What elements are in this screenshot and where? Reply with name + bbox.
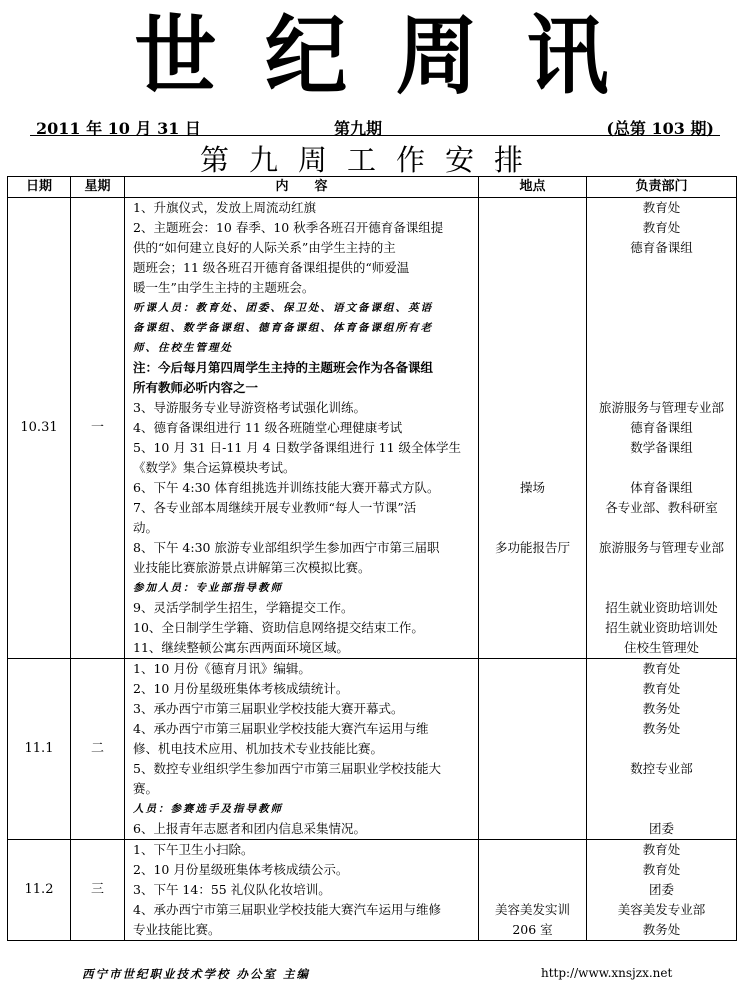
content-line: 3、下午 14：55 礼仪队化妆培训。 bbox=[133, 882, 331, 897]
location-line bbox=[479, 659, 586, 679]
masthead-char: 世 bbox=[134, 5, 217, 107]
content-line: 9、灵活学制学生招生，学籍提交工作。 bbox=[133, 600, 354, 615]
content-line: 1、下午卫生小扫除。 bbox=[133, 842, 254, 857]
location-line bbox=[479, 358, 586, 378]
location-line bbox=[479, 498, 586, 518]
location-line bbox=[479, 338, 586, 358]
masthead-char: 周 bbox=[395, 5, 478, 107]
content-line: 1、10 月份《德育月讯》编辑。 bbox=[133, 661, 311, 676]
location-line bbox=[479, 198, 586, 218]
dept-line: 各专业部、教科研室 bbox=[605, 500, 718, 515]
masthead-title bbox=[0, 6, 743, 106]
dept-line: 数学备课组 bbox=[630, 440, 693, 455]
content-line: 所有教师必听内容之一 bbox=[133, 380, 259, 395]
row-weekday: 一 bbox=[71, 198, 125, 659]
header-date: 日期 bbox=[8, 177, 71, 198]
location-line bbox=[479, 378, 586, 398]
location-line bbox=[479, 438, 586, 458]
location-line bbox=[479, 759, 586, 779]
location-line: 206 室 bbox=[512, 922, 553, 937]
dept-line: 教务处 bbox=[642, 701, 681, 716]
location-line bbox=[479, 578, 586, 598]
dept-line bbox=[587, 779, 736, 799]
table-row bbox=[8, 659, 737, 840]
content-line: 注：今后每月第四周学生主持的主题班会作为各备课组 bbox=[133, 360, 434, 375]
content-line: 7、各专业部本周继续开展专业教师“每人一节课”活 bbox=[133, 500, 417, 515]
row-content bbox=[125, 659, 479, 840]
dept-line: 教育处 bbox=[642, 200, 681, 215]
dept-line: 德育备课组 bbox=[630, 420, 693, 435]
content-line: 师、住校生管理处 bbox=[133, 342, 233, 354]
location-line bbox=[479, 278, 586, 298]
dept-line: 教育处 bbox=[642, 220, 681, 235]
dept-line bbox=[587, 298, 736, 318]
content-line: 6、上报青年志愿者和团内信息采集情况。 bbox=[133, 821, 366, 836]
location-line bbox=[479, 258, 586, 278]
dept-line: 教育处 bbox=[642, 842, 681, 857]
dept-line: 教育处 bbox=[642, 681, 681, 696]
location-line bbox=[479, 458, 586, 478]
location-line bbox=[479, 218, 586, 238]
location-line bbox=[479, 799, 586, 819]
content-line: 8、下午 4:30 旅游专业部组织学生参加西宁市第三届职 bbox=[133, 540, 440, 555]
content-line: 4、承办西宁市第三届职业学校技能大赛汽车运用与维修 bbox=[133, 902, 441, 917]
content-line: 参加人员：专业部指导教师 bbox=[133, 582, 283, 594]
location-line bbox=[479, 819, 586, 839]
header-location: 地点 bbox=[479, 177, 587, 198]
row-content bbox=[125, 198, 479, 659]
content-line: 5、数控专业组织学生参加西宁市第三届职业学校技能大 bbox=[133, 761, 441, 776]
row-dept bbox=[587, 659, 737, 840]
location-line bbox=[479, 880, 586, 900]
location-line bbox=[479, 638, 586, 658]
row-location bbox=[479, 659, 587, 840]
location-line: 美容美发实训 bbox=[494, 902, 570, 917]
content-line: 2、10 月份星级班集体考核成绩公示。 bbox=[133, 862, 349, 877]
content-line: 4、德育备课组进行 11 级各班随堂心理健康考试 bbox=[133, 420, 403, 435]
content-line: 暖一生”由学生主持的主题班会。 bbox=[133, 280, 315, 295]
dept-line bbox=[587, 358, 736, 378]
location-line bbox=[479, 558, 586, 578]
location-line: 操场 bbox=[519, 480, 545, 495]
dept-line: 教务处 bbox=[642, 721, 681, 736]
content-line: 备课组、数学备课组、德育备课组、体育备课组所有老 bbox=[133, 322, 433, 334]
row-content bbox=[125, 840, 479, 941]
table-header-row bbox=[8, 177, 737, 198]
location-line bbox=[479, 840, 586, 860]
location-line bbox=[479, 398, 586, 418]
location-line bbox=[479, 699, 586, 719]
content-line: 6、下午 4:30 体育组挑选并训练技能大赛开幕式方队。 bbox=[133, 480, 440, 495]
header-content: 内 容 bbox=[125, 177, 479, 198]
dept-line: 体育备课组 bbox=[630, 480, 693, 495]
content-line: 人员：参赛选手及指导教师 bbox=[133, 803, 283, 815]
footer-url: http://www.xnsjzx.net bbox=[541, 966, 673, 980]
location-line bbox=[479, 739, 586, 759]
page-heading: 第九周工作安排 bbox=[199, 143, 543, 177]
dept-line: 旅游服务与管理专业部 bbox=[598, 400, 724, 415]
table-row bbox=[8, 840, 737, 941]
location-line bbox=[479, 598, 586, 618]
row-dept bbox=[587, 198, 737, 659]
content-line: 业技能比赛旅游景点讲解第三次模拟比赛。 bbox=[133, 560, 371, 575]
dept-line bbox=[587, 739, 736, 759]
dept-line: 旅游服务与管理专业部 bbox=[598, 540, 724, 555]
schedule-table bbox=[7, 176, 737, 941]
table-row bbox=[8, 198, 737, 659]
content-line: 赛。 bbox=[133, 781, 159, 796]
dept-line bbox=[587, 278, 736, 298]
header-weekday: 星期 bbox=[71, 177, 125, 198]
content-line: 2、10 月份星级班集体考核成绩统计。 bbox=[133, 681, 349, 696]
row-weekday: 三 bbox=[71, 840, 125, 941]
row-location bbox=[479, 198, 587, 659]
dept-line: 团委 bbox=[648, 882, 674, 897]
content-line: 4、承办西宁市第三届职业学校技能大赛汽车运用与维 bbox=[133, 721, 429, 736]
dept-line bbox=[587, 458, 736, 478]
dept-line bbox=[587, 338, 736, 358]
content-line: 2、主题班会：10 春季、10 秋季各班召开德育备课组提 bbox=[133, 220, 444, 235]
content-line: 3、承办西宁市第三届职业学校技能大赛开幕式。 bbox=[133, 701, 404, 716]
dept-line: 数控专业部 bbox=[630, 761, 693, 776]
location-line bbox=[479, 318, 586, 338]
location-line bbox=[479, 779, 586, 799]
dept-line: 教务处 bbox=[642, 922, 681, 937]
dept-line bbox=[587, 578, 736, 598]
header-rule bbox=[30, 135, 720, 136]
dept-line: 住校生管理处 bbox=[623, 640, 699, 655]
masthead-char: 纪 bbox=[265, 5, 348, 107]
dept-line bbox=[587, 318, 736, 338]
content-line: 听课人员：教育处、团委、保卫处、语文备课组、英语 bbox=[133, 302, 433, 314]
dept-line: 团委 bbox=[648, 821, 674, 836]
location-line: 多功能报告厅 bbox=[494, 540, 570, 555]
location-line bbox=[479, 618, 586, 638]
dept-line bbox=[587, 558, 736, 578]
content-line: 10、全日制学生学籍、资助信息网络提交结束工作。 bbox=[133, 620, 424, 635]
issue-number: 第九期 bbox=[334, 119, 383, 138]
row-date: 11.2 bbox=[8, 840, 71, 941]
content-line: 3、导游服务专业导游资格考试强化训练。 bbox=[133, 400, 366, 415]
content-line: 专业技能比赛。 bbox=[133, 922, 221, 937]
issue-total: (总第 103 期) bbox=[606, 119, 714, 138]
footer-publisher: 西宁市世纪职业技术学校 办公室 主编 bbox=[82, 967, 311, 981]
content-line: 《数学》集合运算模块考试。 bbox=[133, 460, 296, 475]
dept-line bbox=[587, 378, 736, 398]
dept-line bbox=[587, 258, 736, 278]
content-line: 动。 bbox=[133, 520, 159, 535]
content-line: 1、升旗仪式，发放上周流动红旗 bbox=[133, 200, 316, 215]
masthead-char: 讯 bbox=[526, 5, 609, 107]
location-line bbox=[479, 418, 586, 438]
content-line: 11、继续整顿公寓东西两面环境区域。 bbox=[133, 640, 349, 655]
content-line: 修、机电技术应用、机加技术专业技能比赛。 bbox=[133, 741, 384, 756]
dept-line: 招生就业资助培训处 bbox=[605, 600, 718, 615]
location-line bbox=[479, 298, 586, 318]
issue-date: 2011 年 10 月 31 日 bbox=[36, 119, 201, 138]
dept-line: 教育处 bbox=[642, 862, 681, 877]
header-dept: 负责部门 bbox=[587, 177, 737, 198]
row-date: 10.31 bbox=[8, 198, 71, 659]
dept-line: 招生就业资助培训处 bbox=[605, 620, 718, 635]
dept-line: 教育处 bbox=[642, 661, 681, 676]
row-weekday: 二 bbox=[71, 659, 125, 840]
location-line bbox=[479, 518, 586, 538]
location-line bbox=[479, 238, 586, 258]
content-line: 5、10 月 31 日-11 月 4 日数学备课组进行 11 级全体学生 bbox=[133, 440, 462, 455]
row-location bbox=[479, 840, 587, 941]
dept-line: 德育备课组 bbox=[630, 240, 693, 255]
content-line: 供的“如何建立良好的人际关系”由学生主持的主 bbox=[133, 240, 396, 255]
location-line bbox=[479, 719, 586, 739]
row-dept bbox=[587, 840, 737, 941]
dept-line: 美容美发专业部 bbox=[617, 902, 706, 917]
row-date: 11.1 bbox=[8, 659, 71, 840]
content-line: 题班会；11 级各班召开德育备课组提供的“师爱温 bbox=[133, 260, 410, 275]
dept-line bbox=[587, 799, 736, 819]
dept-line bbox=[587, 518, 736, 538]
location-line bbox=[479, 860, 586, 880]
location-line bbox=[479, 679, 586, 699]
